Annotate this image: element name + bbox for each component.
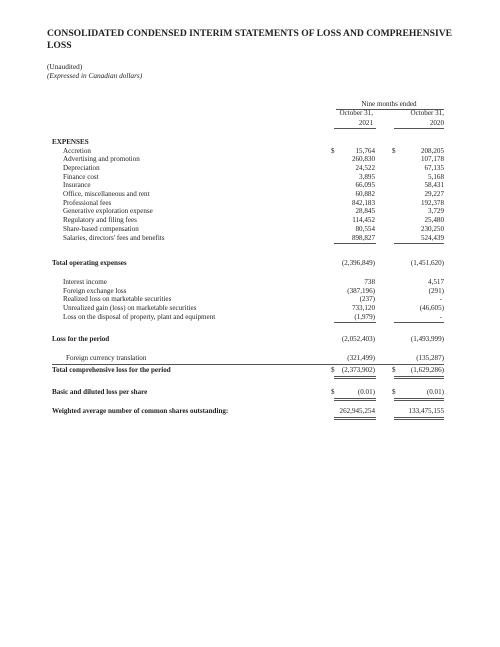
unaudited-note: (Unaudited) (47, 62, 83, 71)
column-header-2020 (394, 109, 444, 128)
value-2020: 3,729 (428, 207, 444, 216)
value-2021: (2,396,849) (341, 259, 375, 267)
row-label: Share-based compensation (63, 224, 139, 233)
column-header-rule-2020 (394, 128, 444, 129)
table-row (0, 181, 500, 190)
row-label: Generative exploration expense (63, 207, 153, 216)
row-label: Basic and diluted loss per share (52, 388, 148, 396)
currency-symbol: $ (392, 388, 396, 396)
period-header: Nine months ended (361, 100, 417, 108)
total-double-rule-2021 (334, 376, 376, 379)
value-2020: 230,250 (420, 224, 444, 233)
row-label: Loss for the period (52, 335, 110, 343)
value-2020: (1,629,286) (410, 366, 444, 374)
currency-note: (Expressed in Canadian dollars) (47, 71, 143, 80)
value-2020: (291) (428, 286, 444, 295)
row-label: Foreign currency translation (66, 353, 147, 362)
row-label: Foreign exchange loss (63, 286, 127, 295)
row-label: Finance cost (63, 172, 99, 181)
subtotal-rule-2021 (334, 322, 376, 323)
value-2021: 262,945,254 (339, 407, 375, 415)
value-2021: 24,522 (355, 163, 375, 172)
value-2021: 738 (364, 278, 375, 286)
value-2021: 898,827 (351, 233, 375, 242)
weighted-average-row (0, 407, 500, 416)
value-2020: (46,605) (419, 304, 444, 313)
value-2020: 192,378 (420, 198, 444, 207)
column-header-2021 (332, 109, 373, 128)
loss-for-period-row (0, 335, 500, 344)
value-2021: 842,183 (351, 198, 375, 207)
column-header-2020-year: 2020 (429, 118, 444, 127)
column-header-2021-date: October 31, (339, 109, 373, 117)
column-header-rule-2021 (334, 128, 376, 129)
table-row (0, 190, 500, 199)
currency-symbol: $ (331, 146, 335, 155)
row-label: Interest income (63, 278, 107, 286)
value-2020: 107,178 (420, 155, 444, 164)
value-2021: 260,830 (351, 155, 375, 164)
value-2020: 67,135 (424, 163, 444, 172)
table-row (0, 287, 500, 296)
value-2020: 58,431 (424, 181, 444, 190)
value-2020: (0.01) (426, 388, 444, 396)
row-label: Insurance (63, 181, 91, 190)
table-row (0, 199, 500, 208)
value-2020: 5,168 (428, 172, 444, 181)
eps-double-rule-2020 (394, 398, 444, 401)
value-2020: 133,475,155 (408, 407, 444, 415)
section-rule (52, 364, 444, 365)
row-label: Salaries, directors' fees and benefits (63, 233, 165, 242)
value-2021: (237) (359, 295, 375, 304)
row-label: Weighted average number of common shares outstanding: (52, 407, 229, 415)
table-row (0, 234, 500, 243)
value-2021: 60,882 (355, 190, 375, 198)
currency-symbol: $ (392, 366, 396, 374)
table-row (0, 216, 500, 225)
value-2020: (1,451,620) (410, 259, 444, 267)
shares-double-rule-2020 (394, 417, 444, 420)
row-label: Depreciation (63, 163, 100, 172)
row-label: Advertising and promotion (63, 155, 140, 164)
row-label: Unrealized gain (loss) on marketable securities (63, 304, 197, 313)
eps-double-rule-2021 (334, 398, 376, 401)
row-label: Regulatory and filing fees (63, 216, 137, 225)
table-row (0, 295, 500, 304)
value-2021: 15,764 (355, 146, 375, 155)
loss-per-share-row (0, 388, 500, 397)
subtotal-rule-2021 (334, 243, 376, 244)
value-2021: (1,979) (354, 312, 375, 321)
table-row (0, 304, 500, 313)
total-operating-row (0, 259, 500, 268)
value-2021: (2,052,403) (341, 335, 375, 343)
table-row (0, 278, 500, 287)
row-label: Professional fees (63, 198, 112, 207)
table-row (0, 207, 500, 216)
row-label: Total operating expenses (52, 259, 127, 267)
row-label: Office, miscellaneous and rent (63, 190, 150, 198)
value-2020: (135,287) (416, 353, 444, 362)
row-label: Accretion (63, 146, 91, 155)
value-2021: (321,499) (347, 353, 375, 362)
table-row (0, 164, 500, 173)
value-2020: - (439, 295, 442, 304)
value-2020: 208,205 (420, 146, 444, 155)
expenses-header: EXPENSES (52, 138, 89, 146)
total-double-rule-2020 (394, 376, 444, 379)
table-row (0, 225, 500, 234)
value-2020: - (439, 312, 442, 321)
row-label: Total comprehensive loss for the period (52, 366, 171, 374)
value-2021: 28,845 (355, 207, 375, 216)
row-label: Loss on the disposal of property, plant and equipment (63, 312, 216, 321)
statement-title: CONSOLIDATED CONDENSED INTERIM STATEMENTS OF LOSS AND COMPREHENSIVE LOSS (47, 28, 453, 51)
currency-symbol: $ (331, 366, 335, 374)
value-2021: (2,373,902) (341, 366, 375, 374)
value-2021: 3,895 (359, 172, 375, 181)
value-2020: 524,439 (420, 233, 444, 242)
table-row (0, 173, 500, 182)
value-2020: 4,517 (428, 278, 444, 286)
value-2021: 733,120 (351, 304, 375, 313)
row-label: Realized loss on marketable securities (63, 295, 172, 304)
subtotal-rule-2020 (394, 243, 444, 244)
column-header-2021-year: 2021 (358, 118, 373, 127)
value-2021: 80,554 (355, 224, 375, 233)
table-row (0, 313, 500, 322)
column-header-2020-date: October 31, (410, 109, 444, 117)
value-2021: (387,196) (347, 286, 375, 295)
value-2021: 66,095 (355, 181, 375, 190)
value-2020: 25,480 (424, 216, 444, 225)
table-row (0, 147, 500, 156)
total-comprehensive-row (0, 366, 500, 375)
fx-translation-row (0, 354, 500, 363)
value-2021: (0.01) (357, 388, 375, 396)
value-2020: 29,227 (424, 190, 444, 198)
value-2020: (1,493,999) (410, 335, 444, 343)
subtotal-rule-2020 (394, 322, 444, 323)
shares-double-rule-2021 (334, 417, 376, 420)
currency-symbol: $ (392, 146, 396, 155)
currency-symbol: $ (331, 388, 335, 396)
table-row (0, 155, 500, 164)
value-2021: 114,452 (352, 216, 375, 225)
